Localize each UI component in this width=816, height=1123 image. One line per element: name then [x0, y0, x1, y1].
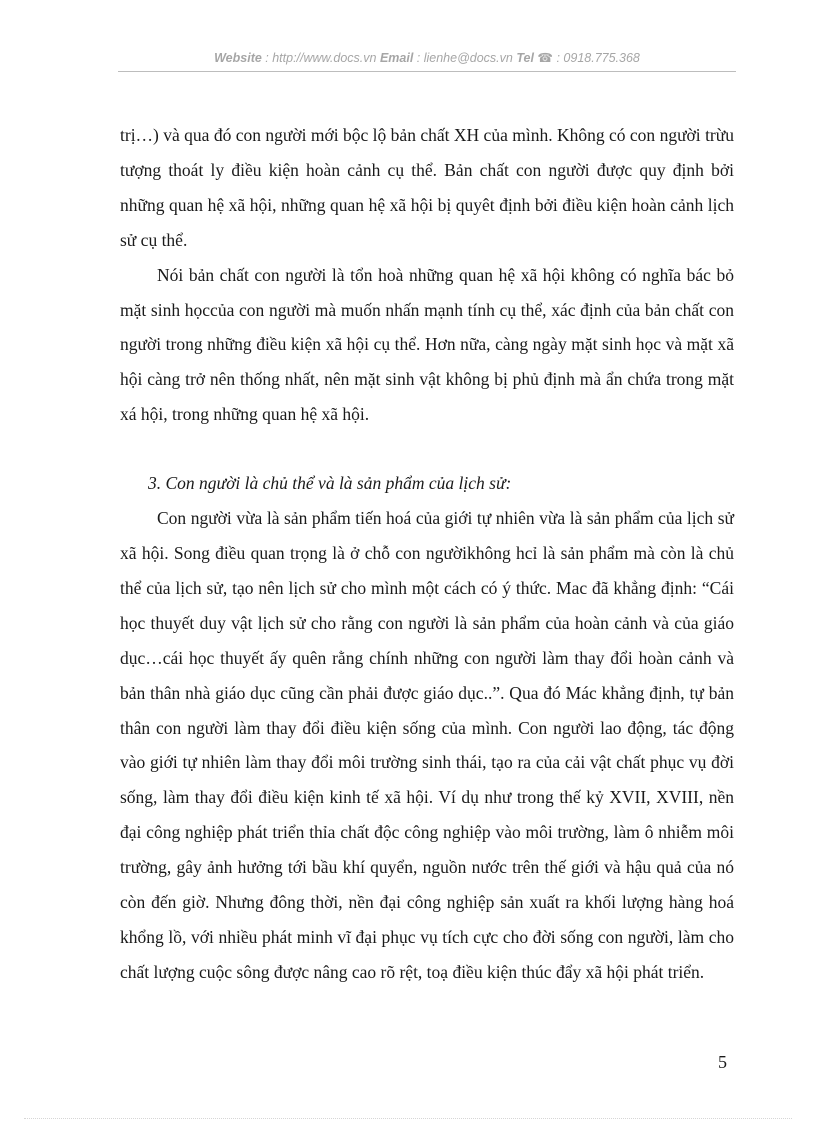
- page-number: 5: [718, 1052, 727, 1072]
- website-separator: :: [261, 51, 273, 65]
- footer-divider: [24, 1118, 792, 1119]
- email-label: Email: [379, 51, 414, 65]
- paragraph-continuation: trị…) và qua đó con người mới bộc lộ bản chất XH của mình. Không có con người trừu tượng thoát ly điều kiện hoàn cảnh cụ thể. Bản chất con người được quy định bởi những quan hệ xã hội, những quan hệ xã hội bị quyêt định bởi điều kiện hoàn cảnh lịch sử cụ thể.: [120, 125, 734, 250]
- paragraph-human-nature: Nói bản chất con người là tổn hoà những quan hệ xã hội không có nghĩa bác bỏ mặt sinh họccủa con người mà muốn nhấn mạnh tính cụ thể, xác định của bản chất con người trong những điều kiện xã hội cụ thể. Hơn nữa, càng ngày mặt sinh học và mặt xã hội càng trở nên thống nhất, nên mặt sinh vật không bị phủ định mà ẩn chứa trong mặt xá hội, trong những quan hệ xã hội.: [120, 264, 734, 425]
- website-url[interactable]: http://www.docs.vn: [272, 51, 377, 65]
- tel-value: 0918.775.368: [563, 51, 640, 65]
- page-header: [118, 50, 736, 65]
- header-divider: [118, 71, 736, 72]
- email-separator: :: [413, 51, 424, 65]
- tel-label: Tel: [516, 51, 534, 65]
- section-heading: 3. Con người là chủ thể và là sản phẩm của lịch sử:: [148, 473, 512, 494]
- paragraph-subject-of-history: Con người vừa là sản phẩm tiến hoá của giới tự nhiên vừa là sản phẩm của lịch sử xã hội. Song điều quan trọng là ở chỗ con ngườikhông hcỉ là sản phẩm mà còn là chủ thể của lịch sử, tạo nên lịch sử cho mình một cách có ý thức. Mac đã khẳng định: “Cái học thuyết duy vật lịch sử cho rằng con người là sản phẩm của hoàn cảnh và của giáo dục…cái học thuyết ấy quên rằng chính những con người làm thay đổi hoàn cảnh và bản thân nhà giáo dục cũng cần phải được giáo dục..”. Qua đó Mác khẳng định, tự bản thân con người làm thay đổi điều kiện sống của mình. Con người lao động, tác động vào giới tự nhiên làm thay đổi môi trường sinh thái, tạo ra của cải vật chất phục vụ đời sống, làm thay đổi điều kiện kinh tế xã hội. Ví dụ như trong thế kỷ XVII, XVIII, nền đại công nghiệp phát triển thỉa chất độc công nghiệp vào môi trường, làm ô nhiễm môi trường, gây ảnh hưởng tới bầu khí quyển, nguồn nước trên thế giới và hậu quả của nó còn đến giờ. Nhưng đông thời, nền đại công nghiệp sản xuất ra khối lượng hàng hoá khổng lồ, với nhiều phát minh vĩ đại phục vụ tích cực cho đời sống con người, làm cho chất lượng cuộc sông được nâng cao rõ rệt, toạ điều kiện thúc đẩy xã hội phát triển.: [120, 508, 734, 982]
- section-spacer: [120, 432, 734, 466]
- website-label: Website: [214, 51, 262, 65]
- email-value[interactable]: lienhe@docs.vn: [423, 51, 513, 65]
- document-body: [120, 118, 734, 990]
- tel-separator: ☎ :: [533, 51, 564, 65]
